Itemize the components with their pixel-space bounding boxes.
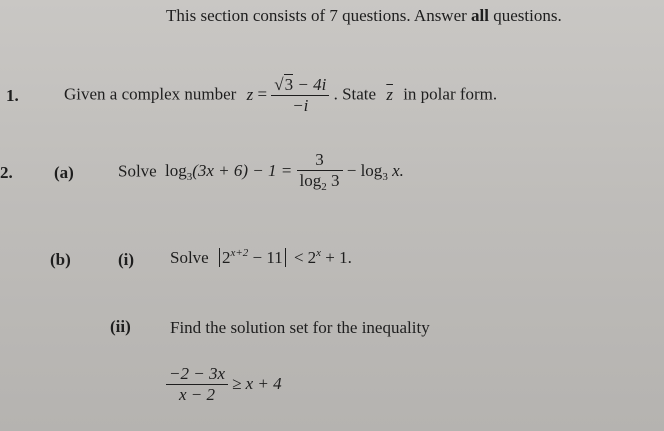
- q1-text: Given a complex number: [64, 84, 237, 104]
- q2a-argument: (3x + 6) − 1 =: [192, 160, 293, 180]
- q2a-solve-text: Solve: [118, 161, 157, 181]
- question-2-number: 2.: [0, 163, 13, 182]
- q1-equals: =: [257, 84, 268, 104]
- q1-num-rest: − 4i: [293, 75, 327, 94]
- question-1-body: [64, 74, 497, 115]
- question-2b-i-body: [170, 247, 352, 268]
- q2bii-rhs: ≥ x + 4: [232, 374, 282, 394]
- q2b-plus-1: + 1.: [321, 248, 352, 267]
- q2b-minus-11: − 11: [248, 248, 283, 267]
- question-2b-ii-label: (ii): [110, 317, 131, 336]
- emphasis-all: all: [471, 6, 489, 25]
- q1-z-conjugate: $\overline{z}$: [386, 84, 393, 104]
- q2bii-denominator: x − 2: [178, 384, 216, 404]
- q2a-numerator: 3: [297, 150, 343, 171]
- q2b-base-a: 2: [221, 248, 231, 267]
- question-2a-body: [118, 150, 404, 193]
- question-2b-label: (b): [50, 250, 71, 269]
- q2b-base-b: 2: [307, 248, 317, 267]
- q2a-fraction: [297, 150, 343, 193]
- q1-sqrt-arg: 3: [284, 75, 294, 94]
- question-2a-label: (a): [54, 163, 74, 182]
- q1-z: z: [246, 84, 254, 104]
- q2b-exp-b: x: [316, 247, 321, 259]
- q2a-rest-arg: x.: [392, 160, 404, 180]
- q2b-exp-a: x+2: [230, 247, 249, 259]
- question-1-number: 1.: [6, 86, 19, 105]
- q2a-den-log: log: [299, 170, 322, 190]
- q2a-den-base: 2: [321, 180, 327, 193]
- q1-fraction: $\frac{√3 - 4i}{-i}$: [271, 74, 329, 115]
- question-2b-ii-text: Find the solution set for the inequality: [170, 318, 430, 337]
- question-2b-i-label: (i): [118, 250, 135, 269]
- q1-denominator: −i: [292, 95, 309, 115]
- q2a-log-base: 3: [186, 170, 193, 183]
- q2b-less-than: <: [294, 248, 304, 267]
- q2a-rest-base: 3: [382, 170, 388, 183]
- section-instructions: This section consists of 7 questions. Answer all questions.: [166, 6, 562, 25]
- q2bii-numerator: −2 − 3x: [166, 364, 228, 385]
- q1-state-text: . State: [333, 84, 377, 104]
- q2a-log: log: [164, 160, 187, 180]
- q2b-solve-text: Solve: [170, 248, 209, 267]
- q1-polar-text: in polar form.: [403, 84, 498, 104]
- q2a-minus-log: − log: [346, 160, 383, 180]
- q2bii-fraction: [166, 364, 228, 404]
- question-2b-ii-inequality: [166, 364, 282, 404]
- q2a-den-arg: 3: [331, 170, 340, 190]
